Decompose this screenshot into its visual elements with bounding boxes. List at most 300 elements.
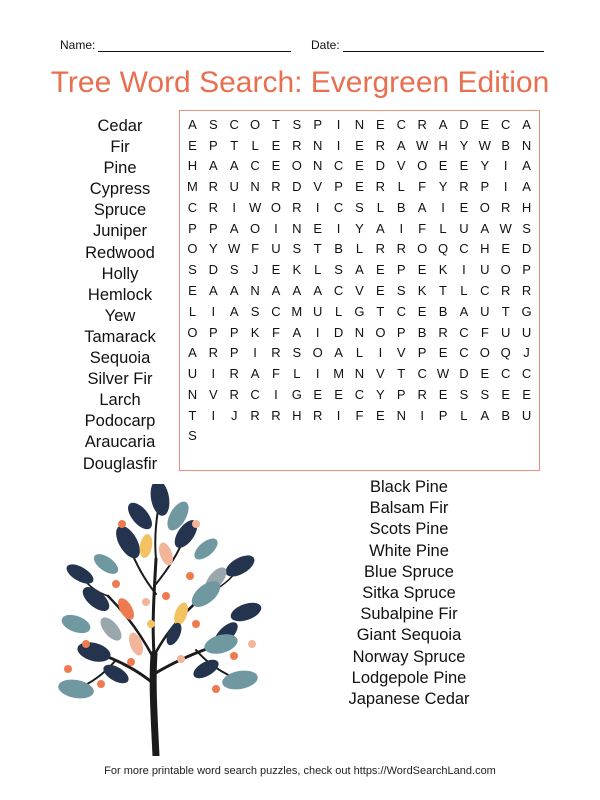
grid-cell: F	[251, 241, 260, 257]
grid-cell: E	[355, 158, 364, 174]
grid-cell: H	[480, 241, 490, 257]
tree-leaf	[126, 631, 145, 658]
grid-cell: C	[250, 386, 260, 402]
grid-cell: T	[397, 366, 406, 382]
grid-cell: C	[521, 366, 532, 382]
grid-cell: R	[500, 282, 511, 298]
grid-cell: C	[333, 199, 344, 215]
grid-cell: R	[271, 179, 281, 195]
word-list-item: Holly	[101, 264, 139, 283]
tree-branch	[153, 654, 156, 756]
grid-cell: I	[315, 366, 320, 382]
grid-cell: P	[208, 137, 218, 153]
grid-cell: F	[355, 407, 364, 423]
tree-berry	[142, 598, 150, 606]
grid-cell: S	[188, 262, 197, 278]
grid-cell: R	[208, 345, 218, 361]
grid-cell: A	[522, 179, 531, 195]
grid-cell: U	[187, 366, 198, 382]
grid-cell: A	[480, 220, 490, 236]
word-list-item: Larch	[99, 391, 141, 410]
grid-cell: I	[441, 199, 445, 215]
grid-cell: D	[333, 324, 344, 340]
tree-berry	[177, 655, 185, 663]
grid-cell: A	[334, 345, 343, 361]
grid-cell: I	[336, 220, 341, 236]
word-list-item: Sequoia	[89, 349, 151, 368]
grid-cell: I	[399, 220, 404, 236]
grid-cell: M	[187, 179, 198, 195]
grid-cell: R	[271, 407, 281, 423]
grid-cell: O	[270, 199, 282, 215]
grid-cell: C	[500, 366, 511, 382]
grid-cell: W	[499, 220, 512, 236]
grid-cell: L	[293, 366, 301, 382]
grid-cell: A	[229, 282, 239, 298]
grid-cell: P	[313, 116, 323, 132]
grid-cell: A	[229, 158, 239, 174]
tree-leaf	[59, 611, 93, 636]
grid-cell: S	[355, 199, 364, 215]
grid-cell: C	[396, 303, 406, 319]
grid-cell: T	[271, 116, 280, 132]
grid-cell: A	[292, 282, 302, 298]
grid-cell: L	[376, 199, 384, 215]
grid-cell: J	[251, 262, 259, 278]
word-list-item: Tamarack	[84, 327, 156, 346]
grid-cell: A	[522, 158, 531, 174]
grid-cell: C	[396, 116, 406, 132]
grid-cell: N	[187, 386, 198, 402]
grid-cell: E	[522, 386, 531, 402]
grid-cell: E	[355, 137, 364, 153]
tree-leaf	[57, 677, 96, 701]
grid-cell: A	[376, 220, 385, 236]
grid-cell: I	[211, 366, 216, 382]
grid-cell: S	[459, 386, 469, 402]
tree-berry	[248, 640, 256, 648]
grid-cell: L	[334, 303, 343, 319]
grid-cell: V	[376, 366, 385, 382]
grid-cell: S	[334, 262, 343, 278]
tree-berry	[118, 520, 126, 528]
grid-cell: E	[188, 282, 197, 298]
grid-cell: R	[375, 241, 386, 257]
word-list-item: Araucaria	[84, 433, 156, 452]
grid-cell: E	[313, 220, 323, 236]
grid-cell: E	[438, 345, 448, 361]
grid-cell: U	[229, 179, 239, 195]
word-list-item: Redwood	[85, 243, 155, 262]
grid-cell: O	[417, 241, 428, 257]
grid-cell: B	[417, 324, 427, 340]
tree-leaves	[57, 484, 264, 701]
tree-leaf	[91, 550, 122, 578]
grid-cell: P	[334, 179, 343, 195]
word-list-item: Pine	[103, 159, 137, 178]
grid-cell: I	[315, 324, 320, 340]
grid-cell: I	[232, 199, 236, 215]
word-list-item: Fir	[110, 138, 130, 157]
tree-branches	[76, 498, 240, 756]
grid-cell: A	[313, 282, 323, 298]
tree-berry	[162, 592, 170, 600]
letter-grid	[179, 110, 540, 471]
grid-cell: A	[417, 199, 427, 215]
grid-cell: C	[271, 303, 281, 319]
grid-cell: S	[250, 303, 260, 319]
grid-cell: A	[522, 116, 531, 132]
word-list-item: Giant Sequoia	[356, 626, 462, 645]
grid-cell: R	[417, 116, 427, 132]
grid-cell: W	[228, 241, 241, 257]
date-line[interactable]	[343, 39, 544, 52]
word-list-item: Balsam Fir	[369, 499, 449, 518]
grid-cell: I	[503, 158, 508, 174]
grid-cell: I	[378, 345, 383, 361]
grid-cell: S	[292, 345, 302, 361]
grid-cell: D	[521, 241, 532, 257]
grid-cell: P	[229, 324, 239, 340]
grid-cell: O	[417, 158, 428, 174]
grid-cell: J	[523, 345, 530, 361]
grid-cell: Q	[500, 345, 511, 361]
grid-cell: G	[354, 303, 365, 319]
grid-cell: L	[251, 137, 259, 153]
grid-cell: P	[208, 220, 218, 236]
grid-cell: O	[312, 345, 323, 361]
grid-cell: P	[522, 262, 531, 278]
grid-cell: V	[208, 386, 218, 402]
footer-text: For more printable word search puzzles, check out https://WordSearchLand.com	[104, 765, 496, 777]
tree-berry	[186, 572, 194, 580]
grid-cell: N	[313, 137, 323, 153]
grid-cell: R	[417, 386, 427, 402]
grid-cell: A	[188, 345, 197, 361]
grid-cell: I	[315, 199, 320, 215]
grid-cell: L	[314, 262, 322, 278]
grid-cell: E	[438, 386, 448, 402]
grid-cell: R	[500, 199, 511, 215]
grid-cell: N	[313, 158, 323, 174]
tree-berry	[230, 652, 238, 660]
grid-cell: K	[438, 262, 448, 278]
grid-cell: O	[250, 116, 261, 132]
grid-cell: I	[503, 179, 508, 195]
grid-cell: U	[459, 220, 469, 236]
word-list-item: Cedar	[97, 117, 143, 135]
grid-cell: C	[480, 282, 490, 298]
grid-cell: R	[375, 137, 386, 153]
tree-leaf	[221, 668, 260, 692]
tree-leaf	[148, 484, 172, 517]
grid-cell: C	[250, 158, 260, 174]
word-list-item: Yew	[104, 306, 136, 325]
grid-cell: O	[291, 158, 302, 174]
header-fields	[60, 38, 540, 56]
grid-cell: P	[188, 220, 197, 236]
tree-leaf	[79, 583, 114, 616]
tree-berry	[192, 520, 200, 528]
grid-cell: O	[375, 324, 386, 340]
grid-cell: Y	[376, 386, 385, 402]
grid-cell: M	[291, 303, 303, 319]
date-field[interactable]	[311, 38, 544, 52]
grid-cell: P	[229, 345, 239, 361]
grid-cell: H	[438, 137, 448, 153]
grid-cell: G	[291, 386, 302, 402]
grid-cell: R	[229, 386, 239, 402]
grid-cell: T	[439, 282, 447, 298]
tree-leaf	[115, 596, 137, 623]
tree-leaf	[64, 560, 97, 587]
grid-cell: L	[397, 179, 405, 195]
grid-cell: E	[376, 407, 385, 423]
grid-cell: D	[292, 179, 302, 195]
grid-cell: B	[334, 241, 343, 257]
grid-cell: E	[438, 158, 448, 174]
grid-cell: E	[376, 116, 385, 132]
grid-cell: P	[396, 386, 406, 402]
word-list-item: Douglasfir	[82, 454, 158, 473]
grid-cell: F	[271, 366, 280, 382]
grid-cell: N	[250, 282, 260, 298]
grid-cell: D	[459, 116, 469, 132]
grid-cell: R	[375, 179, 386, 195]
grid-cell: U	[521, 407, 532, 423]
grid-cell: E	[355, 179, 364, 195]
grid-cell: P	[396, 324, 406, 340]
grid-cell: C	[459, 345, 469, 361]
grid-cell: R	[208, 179, 218, 195]
grid-cell: S	[292, 116, 302, 132]
grid-cell: C	[500, 116, 511, 132]
grid-cell: W	[248, 199, 262, 215]
grid-cell: C	[333, 158, 344, 174]
tree-leaf	[124, 499, 157, 534]
grid-cell: B	[501, 407, 510, 423]
grid-cell: S	[229, 262, 239, 278]
grid-cell: E	[417, 303, 427, 319]
grid-cell: A	[459, 303, 469, 319]
grid-cell: S	[480, 386, 490, 402]
grid-cell: R	[521, 282, 532, 298]
word-list-item: Japanese Cedar	[348, 689, 470, 708]
grid-cell: W	[478, 137, 491, 153]
grid-cell: R	[208, 199, 218, 215]
word-list-item: Hemlock	[87, 285, 153, 304]
grid-cell: Y	[355, 220, 364, 236]
grid-cell: E	[417, 262, 427, 278]
grid-cell: E	[334, 386, 343, 402]
grid-cell: H	[187, 158, 198, 174]
grid-cell: I	[420, 407, 424, 423]
word-list-item: Blue Spruce	[364, 562, 454, 581]
grid-cell: C	[354, 386, 365, 402]
grid-cell: A	[188, 116, 197, 132]
word-list-item: Norway Spruce	[352, 647, 466, 666]
grid-cell: E	[188, 137, 197, 153]
grid-cell: C	[417, 366, 427, 382]
grid-cell: U	[521, 324, 532, 340]
grid-cell: U	[313, 303, 323, 319]
word-list-right	[320, 477, 498, 710]
grid-cell: C	[459, 324, 469, 340]
word-list-item: Black Pine	[370, 478, 448, 496]
grid-cell: F	[418, 179, 427, 195]
grid-cell: M	[333, 366, 345, 382]
grid-cell: A	[292, 324, 302, 340]
tree-leaf	[97, 614, 126, 644]
tree-berry	[147, 620, 155, 628]
grid-cell: E	[501, 386, 510, 402]
grid-cell: I	[462, 262, 466, 278]
grid-cell: A	[271, 282, 281, 298]
grid-cell: A	[229, 220, 239, 236]
word-list-item: Sitka Spruce	[362, 583, 456, 602]
grid-cell: B	[501, 137, 510, 153]
grid-cell: I	[336, 407, 341, 423]
word-list-item: Scots Pine	[369, 520, 449, 539]
grid-cell: G	[521, 303, 532, 319]
grid-cell: D	[375, 158, 386, 174]
grid-cell: N	[396, 407, 406, 423]
grid-cell: R	[292, 137, 302, 153]
grid-cell: O	[479, 345, 490, 361]
grid-cell: L	[460, 282, 468, 298]
grid-cell: I	[336, 137, 341, 153]
grid-cell: I	[274, 220, 278, 236]
word-list-left	[40, 116, 200, 475]
grid-cell: N	[354, 324, 365, 340]
grid-cell: P	[417, 345, 427, 361]
grid-cell: C	[333, 282, 344, 298]
grid-cell: R	[459, 179, 469, 195]
grid-cell: J	[230, 407, 238, 423]
tree-leaf	[171, 601, 190, 628]
grid-cell: K	[417, 282, 427, 298]
grid-cell: A	[229, 303, 239, 319]
grid-cell: T	[501, 303, 510, 319]
grid-cell: E	[313, 386, 323, 402]
grid-cell: L	[460, 407, 468, 423]
grid-cell: T	[188, 407, 197, 423]
page-title: Tree Word Search: Evergreen Edition	[50, 66, 550, 99]
grid-cell: E	[459, 158, 469, 174]
grid-cell: S	[522, 220, 531, 236]
grid-cell: U	[480, 262, 490, 278]
grid-cell: W	[436, 366, 450, 382]
grid-cell: O	[500, 262, 511, 278]
grid-cell: U	[500, 324, 511, 340]
word-list-item: White Pine	[369, 541, 449, 560]
grid-cell: P	[208, 324, 218, 340]
grid-cell: U	[480, 303, 490, 319]
grid-cell: L	[355, 241, 364, 257]
grid-cell: E	[271, 158, 281, 174]
tree-berry	[64, 665, 72, 673]
grid-cell: V	[396, 158, 406, 174]
grid-cell: V	[396, 345, 406, 361]
grid-cell: B	[438, 303, 448, 319]
grid-cell: N	[354, 116, 365, 132]
grid-cell: Y	[208, 241, 218, 257]
date-label: Date:	[311, 38, 340, 52]
grid-cell: I	[211, 303, 216, 319]
grid-cell: N	[292, 220, 302, 236]
grid-cell: N	[521, 137, 532, 153]
grid-cell: O	[250, 220, 261, 236]
grid-cell: W	[416, 137, 429, 153]
tree-berry	[82, 640, 90, 648]
grid-cell: E	[376, 282, 385, 298]
grid-cell: E	[271, 262, 281, 278]
grid-cell: D	[208, 262, 218, 278]
grid-cell: K	[250, 324, 260, 340]
grid-cell: V	[355, 282, 364, 298]
grid-cell: Y	[480, 158, 490, 174]
grid-cell: F	[271, 324, 280, 340]
grid-cell: R	[438, 324, 448, 340]
grid-cell: A	[480, 407, 490, 423]
grid-cell: E	[459, 199, 469, 215]
grid-cell: F	[480, 324, 489, 340]
grid-cell: D	[459, 366, 469, 382]
grid-cell: E	[480, 366, 490, 382]
grid-cell: A	[208, 282, 218, 298]
tree-leaf	[156, 541, 175, 568]
grid-cell: E	[501, 241, 510, 257]
grid-cell: I	[253, 345, 257, 361]
grid-cell: A	[438, 116, 448, 132]
grid-cell: N	[250, 179, 260, 195]
grid-cell: A	[396, 137, 406, 153]
grid-cell: I	[336, 116, 341, 132]
word-list-item: Subalpine Fir	[360, 605, 458, 624]
name-line[interactable]	[98, 39, 291, 52]
tree-berry	[192, 620, 200, 628]
grid-cell: K	[292, 262, 302, 278]
tree-berry	[97, 680, 105, 688]
tree-branch	[153, 559, 156, 654]
grid-cell: E	[376, 262, 385, 278]
grid-cell: F	[418, 220, 427, 236]
grid-cell: P	[480, 179, 490, 195]
grid-cell: O	[187, 241, 198, 257]
grid-cell: S	[292, 241, 302, 257]
grid-cell: S	[208, 116, 218, 132]
word-list-item: Spruce	[93, 201, 147, 220]
grid-cell: N	[354, 366, 365, 382]
grid-cell: R	[292, 199, 302, 215]
word-list-item: Juniper	[92, 222, 148, 241]
tree-leaf	[191, 535, 221, 564]
name-field[interactable]	[60, 38, 291, 52]
grid-cell: L	[439, 220, 447, 236]
grid-cell: O	[479, 199, 490, 215]
word-list-item: Silver Fir	[87, 370, 153, 389]
grid-cell: R	[271, 345, 281, 361]
tree-leaf	[138, 533, 154, 559]
grid-cell: U	[271, 241, 281, 257]
tree-berry	[127, 658, 135, 666]
grid-cell: R	[396, 241, 406, 257]
grid-cell: Y	[459, 137, 469, 153]
grid-cell: C	[187, 199, 198, 215]
grid-cell: P	[396, 262, 406, 278]
word-list-item: Lodgepole Pine	[351, 668, 467, 687]
tree-berry	[112, 580, 120, 588]
